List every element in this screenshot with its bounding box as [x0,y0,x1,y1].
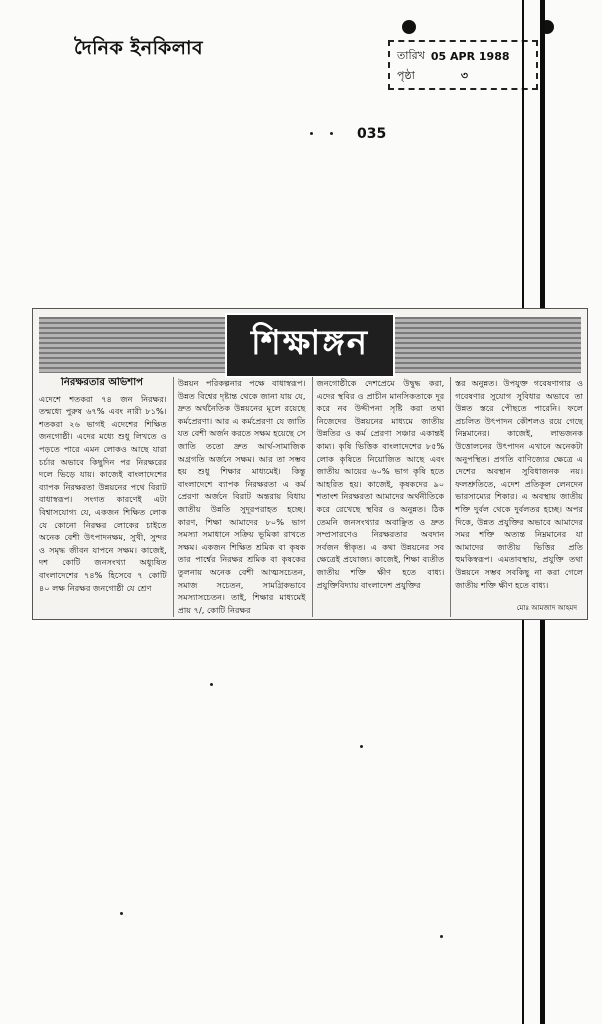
article-column-1 [39,377,167,617]
article-column-text: স্তর অনুন্নত। উপযুক্ত গবেষণাগার ও গবেষণার সুযোগ সুবিধার অভাবে তা উন্নত স্তরে পৌছতে পারেনি। ফলে প্রচলিত উৎপাদন কৌশলও রয়ে গেছে নিম্নমানের। কাজেই, লাভজনক উত্তোলনের উৎপাদন এখানে অনেকটা অনুপস্থিত। প্রগতি বাণিজ্যের ক্ষেত্রে এ দেশের অবস্থান সুবিধাজনক নয়। ফলশ্রুতিতে, এদেশ প্রতিকূল লেনদেন ভারসাম্যের শিকার। এ অবস্থায় জাতীয় শক্তি দুর্বল থেকে দুর্বলতর হচ্ছে। অপর দিকে, উন্নত প্রযুক্তির অভাবে আমাদের সমর শক্তি অত্যন্ত নিম্নমানের যা আমাদের জাতীয় ভিত্তির প্রতি হুমকিস্বরূপ। এমতাবস্থায়, প্রযুক্তি তথা উন্নয়নে সম্ভব সবকিছু না করা গেলে জাতীয় শক্তি ক্ষীণ হতে বাধ্য। [455,378,583,590]
scan-speck [360,745,363,748]
article-column-text: এদেশে শতকরা ৭৪ জন নিরক্ষর। তন্মধ্যে পুরুষ ৬৭% এবং নারী ৮১%। শতকরা ২৬ ভাগই এদেশের শিক্ষিত জনগোষ্ঠী। এদের মধ্যে শুধু লিখতে ও পড়তে পারে এমন লোকও আছে যারা চর্চার অভাবে কিছুদিন পর নিরক্ষরের দলে ভিড়ে যায়। কাজেই বাংলাদেশের ব্যাপক নিরক্ষরতা উন্নয়নের পথে বিরাট বাধাস্বরূপ। সংগত কারণেই এটা বিশ্বাসযোগ্য যে, একজন শিক্ষিত লোক যে কোনো নিরক্ষর লোকের চাইতে অনেক বেশী উৎপাদনক্ষম, সুখী, সুন্দর ও সমৃদ্ধ জীবন যাপনে সক্ষম। কাজেই, দশ কোটি জনসংখ্যা অধ্যুষিত বাংলাদেশের ৭৪% হিসেবে ৭ কোটি ৪০ লক্ষ নিরক্ষর জনগোষ্ঠী যে শ্রেণ [39,393,167,593]
stamp-page-label: পৃষ্ঠা [397,68,415,82]
article-column-text: জনগোষ্ঠীকে দেশপ্রেমে উদ্বুদ্ধ করা, এদের স্থবির ও প্রাচীন মানসিকতাকে দূর করে নব উদ্দীপনা সৃষ্টি করা তথা নিজেদের উন্নয়নের মাধ্যমে জাতীয় উন্নতির ও কর্ম প্রেরণা সঞ্চার একান্তই কাম্য। কৃষি ভিত্তিক বাংলাদেশের ৮৫% লোক কৃষিতে নিয়োজিত আছে এবং জাতীয় আয়ের ৬০% ভাগ কৃষি হতে আহরিত হয়। কাজেই, কৃষকদের ৯০ শতাংশ নিরক্ষরতা আমাদের অর্থনীতিকে করে রেখেছে স্থবির ও অনুন্নত। ঠিক তেমনি জনসংখ্যার অবাঞ্ছিত ও দ্রুত সম্প্রসারণেও নিরক্ষরতার অবদান সর্বজন স্বীকৃত। এ কথা উন্নয়নের সব ক্ষেত্রেই প্রযোজ্য। কাজেই, শিক্ষা ব্যতীত জাতীয় শক্তি ক্ষীণ হতে বাধ্য। প্রযুক্তিবিদ্যায় বাংলাদেশ প্রযুক্তির [316,378,445,590]
stamp-date-value: 05 APR 1988 [430,49,510,63]
masthead: দৈনিক ইনকিলাব [74,37,204,59]
article-column-3 [312,377,445,617]
scan-speck [210,683,213,686]
punch-hole-left [402,20,416,34]
stamp-page-value: ৩ [460,68,468,82]
archive-stamp [388,40,538,90]
archive-page-number: 035 [357,126,387,142]
stamp-date-row [397,46,529,66]
scan-speck [330,132,333,135]
section-banner [39,317,581,373]
scan-speck [440,935,443,938]
scan-speck [310,132,313,135]
section-title: শিক্ষাঙ্গন [225,313,395,378]
article-headline: নিরক্ষরতার অভিশাপ [61,377,143,388]
article-columns [39,377,583,617]
newspaper-clipping [32,308,588,620]
article-byline: মোঃ আমজাদ আহমদ [516,604,577,613]
stamp-page-row [397,66,529,86]
stamp-date-label: তারিখ [397,48,425,62]
article-column-4 [450,377,583,617]
article-column-2 [173,377,306,617]
article-column-text: উন্নয়ন পরিকল্পনার পক্ষে বাধাস্বরূপ। উন্নত বিশ্বের দৃষ্টান্ত থেকে জানা যায় যে, দ্রুত অর্থনৈতিক উন্নয়নের মূলে রয়েছে কর্মপ্রেরণা। আর এ কর্মপ্রেরণা যে জাতি যত বেশী অর্জন করতে সক্ষম হয়েছে সে জাতি ততো দ্রুত আর্থ-সামাজিক অগ্রগতি অর্জনে সক্ষম। আর তা সম্ভব হয় শুধু শিক্ষার মাধ্যমেই। কিন্তু বাংলাদেশে ব্যাপক নিরক্ষরতা এ কর্ম প্রেরণা অর্জনে বিরাট অন্তরায় বিধায় জাতীয় উন্নতি সুদূরপরাহত হচ্ছে। কারণ, শিক্ষা আমাদের ৮০% ভাগ সমস্যা সমাধানে সক্রিয় ভূমিকা রাখতে সক্ষম। একজন শিক্ষিত শ্রমিক বা কৃষক তার পার্শ্বের নিরক্ষর শ্রমিক বা কৃষকের তুলনায় অনেক বেশী আত্মসচেতন, সমাজ সচেতন, সামগ্রিকভাবে সমস্যাসচেতন। তাই, শিক্ষার মাধ্যমেই প্রায় ৭/, কোটি নিরক্ষর [177,378,306,615]
scan-speck [120,912,123,915]
